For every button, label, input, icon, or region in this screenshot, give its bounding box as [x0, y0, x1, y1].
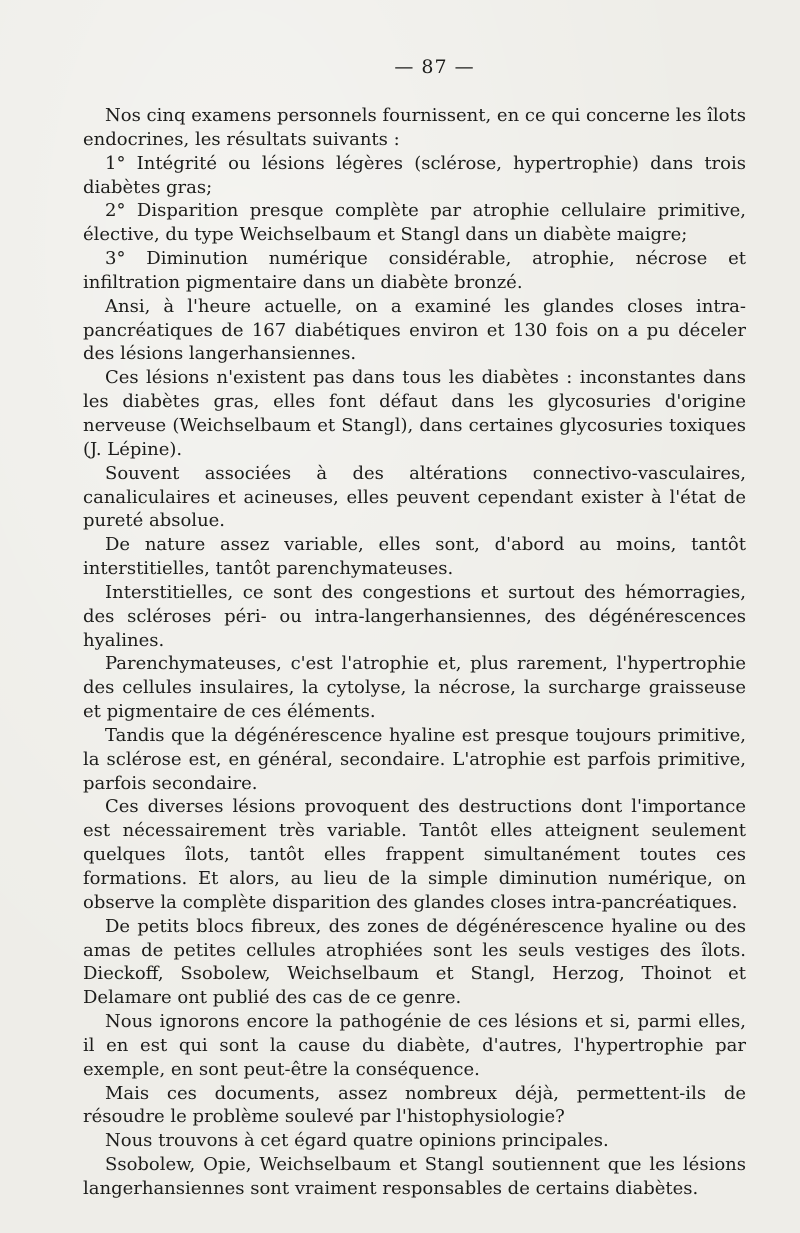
paragraph: Ansi, à l'heure actuelle, on a examiné les glandes closes intra-pancréatiques de 167 diabétiques environ et 130 fois on a pu déceler des lésions langerhansiennes. — [83, 295, 746, 365]
body-text — [83, 104, 746, 1201]
paragraph: Tandis que la dégénérescence hyaline est presque toujours primitive, la sclérose est, en général, secondaire. L'atrophie est parfois primitive, parfois secondaire. — [83, 724, 746, 794]
paragraph: Parenchymateuses, c'est l'atrophie et, plus rarement, l'hypertrophie des cellules insulaires, la cytolyse, la nécrose, la surcharge graisseuse et pigmentaire de ces éléments. — [83, 653, 746, 723]
paragraph: Interstitielles, ce sont des congestions et surtout des hémorragies, des scléroses péri- ou intra-langerhansiennes, des dégénérescences hyalines. — [83, 581, 746, 651]
paragraph: Ces lésions n'existent pas dans tous les diabètes : inconstantes dans les diabètes gras, elles font défaut dans les glycosuries d'origine nerveuse (Weichselbaum et Stangl), dans certaines glycosuries toxiques (J. Lépine). — [83, 367, 746, 460]
paragraph: Souvent associées à des altérations connectivo-vasculaires, canaliculaires et acineuses, elles peuvent cependant exister à l'état de pureté absolue. — [83, 462, 746, 532]
page-number: — 87 — — [394, 56, 475, 78]
paragraph: 1° Intégrité ou lésions légères (sclérose, hypertrophie) dans trois diabètes gras; — [83, 152, 746, 198]
paragraph: De nature assez variable, elles sont, d'abord au moins, tantôt interstitielles, tantôt parenchymateuses. — [83, 534, 746, 580]
paragraph: 2° Disparition presque complète par atrophie cellulaire primitive, élective, du type Weichselbaum et Stangl dans un diabète maigre; — [83, 200, 746, 246]
paragraph: Ces diverses lésions provoquent des destructions dont l'importance est nécessairement très variable. Tantôt elles atteignent seulement quelques îlots, tantôt elles frappent simultanément toutes ces formations. Et alors, au lieu de la simple diminution numérique, on observe la complète disparition des glandes closes intra-pancréatiques. — [83, 796, 746, 913]
paragraph: Nous trouvons à cet égard quatre opinions principales. — [105, 1130, 609, 1152]
paragraph: Nos cinq examens personnels fournissent, en ce qui concerne les îlots endocrines, les résultats suivants : — [83, 105, 746, 150]
paragraph: 3° Diminution numérique considérable, atrophie, nécrose et infiltration pigmentaire dans un diabète bronzé. — [83, 248, 746, 293]
paragraph: De petits blocs fibreux, des zones de dégénérescence hyaline ou des amas de petites cellules atrophiées sont les seuls vestiges des îlots. Dieckoff, Ssobolew, Weichselbaum et Stangl, Herzog, Thoinot et Delamare ont publié des cas de ce genre. — [83, 915, 746, 1009]
paragraph: Nous ignorons encore la pathogénie de ces lésions et si, parmi elles, il en est qui sont la cause du diabète, d'autres, l'hypertrophie par exemple, en sont peut-être la conséquence. — [83, 1011, 746, 1080]
paragraph: Mais ces documents, assez nombreux déjà, permettent-ils de résoudre le problème soulevé par l'histophysiologie? — [83, 1082, 746, 1128]
paragraph: Ssobolew, Opie, Weichselbaum et Stangl soutiennent que les lésions langerhansiennes sont vraiment responsables de certains diabètes. — [83, 1154, 746, 1199]
